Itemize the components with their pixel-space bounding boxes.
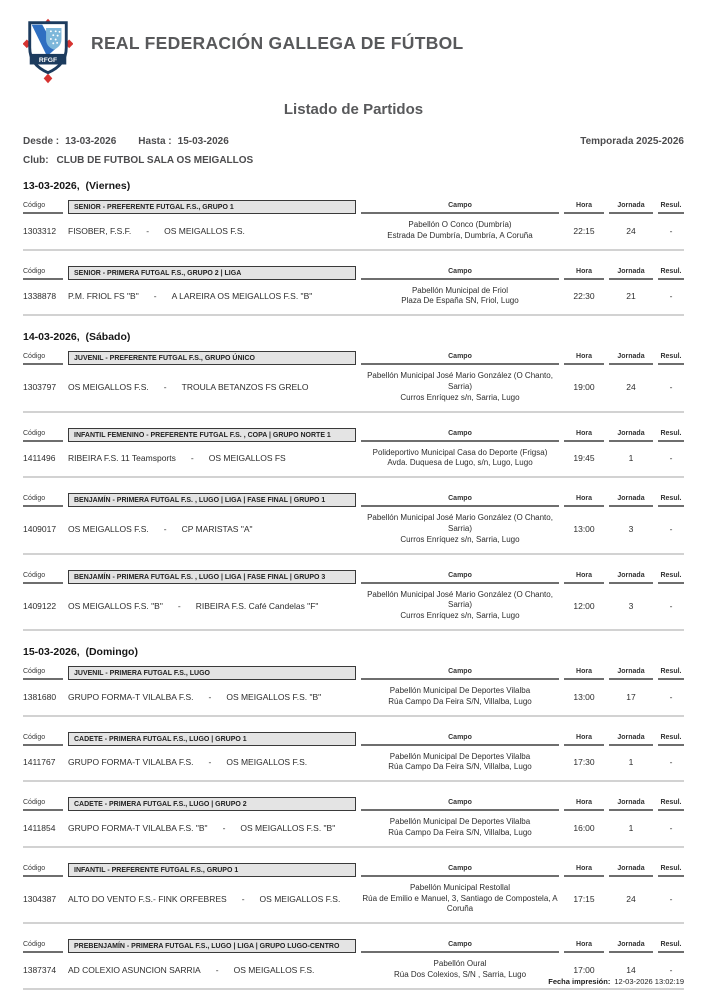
temporada-label: Temporada 2025-2026 <box>580 136 684 147</box>
competition-name: INFANTIL FEMENINO - PREFERENTE FUTGAL F.S. , COPA | GRUPO NORTE 1 <box>68 428 356 442</box>
table-header-row <box>23 863 684 877</box>
resul-header: Resul. <box>658 493 684 507</box>
venue-name: Pabellón Municipal De Deportes Vilalba <box>389 751 531 761</box>
venue-name: Pabellón Municipal De Deportes Vilalba <box>389 685 531 695</box>
hora-header: Hora <box>564 266 604 280</box>
codigo-header: Código <box>23 351 63 365</box>
home-team: GRUPO FORMA-T VILALBA F.S. <box>68 691 194 702</box>
jornada-header: Jornada <box>609 428 653 442</box>
match-row <box>23 746 684 778</box>
match-table <box>23 666 684 717</box>
match-teams <box>68 226 356 236</box>
codigo-header: Código <box>23 797 63 811</box>
match-code: 1303312 <box>23 225 57 236</box>
match-time: 19:45 <box>573 453 595 464</box>
match-round: 21 <box>626 291 636 302</box>
campo-header: Campo <box>361 863 559 877</box>
hora-header: Hora <box>564 666 604 680</box>
venue-address: Rúa Campo Da Feira S/N, Villalba, Lugo <box>388 696 532 706</box>
campo-header: Campo <box>361 939 559 953</box>
venue-name: Pabellón Municipal De Deportes Vilalba <box>389 817 531 827</box>
hasta-label: Hasta : <box>138 136 172 147</box>
venue-address: Rúa Campo Da Feira S/N, Villalba, Lugo <box>388 827 532 837</box>
table-header-row <box>23 266 684 280</box>
day-section <box>23 180 684 316</box>
hora-header: Hora <box>564 351 604 365</box>
match-row <box>23 680 684 712</box>
home-team: OS MEIGALLOS F.S. <box>68 524 149 535</box>
venue-address: Curros Enríquez s/n, Sarria, Lugo <box>400 611 520 621</box>
venue-name: Pabellón Municipal de Friol <box>411 285 509 295</box>
match-result: - <box>669 893 673 904</box>
home-team: GRUPO FORMA-T VILALBA F.S. <box>68 757 194 768</box>
date-range-row <box>23 136 684 147</box>
match-teams <box>68 894 356 904</box>
venue-name: Pabellón Municipal José Mario González (O Chanto, Sarria) <box>367 589 553 610</box>
print-date-value: 12-03-2026 13:02:19 <box>614 977 684 986</box>
match-row <box>23 584 684 626</box>
match-row <box>23 442 684 474</box>
competition-cell <box>68 732 356 746</box>
away-team: OS MEIGALLOS FS <box>208 453 286 464</box>
away-team: OS MEIGALLOS F.S. "B" <box>240 822 336 833</box>
match-teams <box>68 382 356 392</box>
teams-separator: - <box>163 524 167 535</box>
match-round: 1 <box>628 757 634 768</box>
venue-name: Pabellón O Conco (Dumbría) <box>408 220 512 229</box>
teams-separator: - <box>163 382 167 393</box>
competition-name: PREBENJAMÍN - PRIMERA FUTGAL F.S., LUGO | LIGA | GRUPO LUGO-CENTRO <box>68 939 356 953</box>
venue-address: Estrada De Dumbría, Dumbría, A Coruña <box>387 230 533 240</box>
match-code: 1409017 <box>23 524 57 535</box>
match-time: 13:00 <box>573 691 595 702</box>
competition-cell <box>68 570 356 584</box>
match-row <box>23 214 684 246</box>
table-header-row <box>23 797 684 811</box>
competition-cell <box>68 351 356 365</box>
match-table <box>23 266 684 317</box>
jornada-header: Jornada <box>609 666 653 680</box>
match-code: 1381680 <box>23 691 57 702</box>
day-tables <box>23 200 684 316</box>
match-round: 1 <box>628 822 634 833</box>
match-time: 22:15 <box>573 225 595 236</box>
venue-name: Pabellón Municipal José Mario González (O Chanto, Sarria) <box>367 371 553 391</box>
match-table <box>23 732 684 783</box>
table-bottom-rule <box>23 314 684 316</box>
match-table <box>23 863 684 924</box>
resul-header: Resul. <box>658 797 684 811</box>
match-round: 3 <box>628 600 634 611</box>
match-table <box>23 200 684 251</box>
campo-header: Campo <box>361 351 559 365</box>
match-teams <box>68 524 356 534</box>
competition-cell <box>68 493 356 507</box>
match-round: 24 <box>626 225 636 236</box>
venue-cell <box>361 752 559 774</box>
competition-name: JUVENIL - PRIMERA FUTGAL F.S., LUGO <box>68 666 356 680</box>
federation-title: REAL FEDERACIÓN GALLEGA DE FÚTBOL <box>91 33 464 53</box>
sections-container <box>23 180 684 990</box>
match-round: 24 <box>626 382 636 393</box>
match-teams <box>68 601 356 611</box>
match-time: 17:00 <box>573 964 595 975</box>
competition-name: SENIOR - PRIMERA FUTGAL F.S., GRUPO 2 | LIGA <box>68 266 356 280</box>
match-result: - <box>669 291 673 302</box>
match-row <box>23 811 684 843</box>
campo-header: Campo <box>361 732 559 746</box>
match-table <box>23 493 684 554</box>
match-teams <box>68 291 356 301</box>
campo-header: Campo <box>361 200 559 214</box>
venue-address: Rúa Dos Colexios, S/N , Sarria, Lugo <box>393 969 527 979</box>
table-header-row <box>23 200 684 214</box>
competition-cell <box>68 666 356 680</box>
match-row <box>23 365 684 407</box>
match-row <box>23 280 684 312</box>
competition-cell <box>68 266 356 280</box>
report-header <box>23 18 684 85</box>
desde-label: Desde : <box>23 136 60 147</box>
codigo-header: Código <box>23 200 63 214</box>
home-team: RIBEIRA F.S. 11 Teamsports <box>68 453 176 464</box>
competition-cell <box>68 797 356 811</box>
teams-separator: - <box>222 822 226 833</box>
away-team: RIBEIRA F.S. Café Candelas "F" <box>195 600 319 611</box>
day-heading: 15-03-2026, (Domingo) <box>23 645 138 658</box>
club-value: CLUB DE FUTBOL SALA OS MEIGALLOS <box>56 155 254 166</box>
date-range <box>23 136 251 147</box>
match-teams <box>68 453 356 463</box>
campo-header: Campo <box>361 666 559 680</box>
campo-header: Campo <box>361 797 559 811</box>
venue-name: Pabellón Municipal Restollal <box>409 882 511 892</box>
venue-address: Avda. Duquesa de Lugo, s/n, Lugo, Lugo <box>387 458 533 468</box>
hora-header: Hora <box>564 200 604 214</box>
match-table <box>23 428 684 479</box>
campo-header: Campo <box>361 493 559 507</box>
venue-address: Plaza De España SN, Friol, Lugo <box>401 296 519 306</box>
resul-header: Resul. <box>658 428 684 442</box>
logo-text: RFGF <box>38 56 58 64</box>
table-bottom-rule <box>23 715 684 717</box>
table-bottom-rule <box>23 249 684 251</box>
page-title: Listado de Partidos <box>283 101 424 118</box>
match-code: 1411854 <box>23 822 56 833</box>
match-round: 3 <box>628 524 634 535</box>
day-heading: 13-03-2026, (Viernes) <box>23 180 131 192</box>
match-row <box>23 507 684 549</box>
resul-header: Resul. <box>658 666 684 680</box>
venue-cell <box>361 883 559 915</box>
match-teams <box>68 692 356 702</box>
jornada-header: Jornada <box>609 570 653 584</box>
away-team: CP MARISTAS "A" <box>181 524 253 535</box>
resul-header: Resul. <box>658 732 684 746</box>
match-time: 19:00 <box>573 382 595 393</box>
match-code: 1338878 <box>23 291 57 302</box>
venue-cell <box>361 513 559 545</box>
away-team: TROULA BETANZOS FS GRELO <box>181 382 309 393</box>
print-footer <box>548 977 684 986</box>
away-team: OS MEIGALLOS F.S. <box>233 964 315 975</box>
table-header-row <box>23 666 684 680</box>
match-time: 17:15 <box>573 893 595 904</box>
day-section <box>23 331 684 631</box>
venue-address: Rúa Campo Da Feira S/N, Villalba, Lugo <box>388 762 532 772</box>
match-time: 22:30 <box>573 291 595 302</box>
table-header-row <box>23 939 684 953</box>
table-bottom-rule <box>23 476 684 478</box>
venue-address: Rúa de Emilio e Manuel, 3, Santiago de Compostela, A Coruña <box>362 893 558 914</box>
match-code: 1387374 <box>23 964 57 975</box>
venue-cell <box>361 371 559 403</box>
table-bottom-rule <box>23 846 684 848</box>
venue-cell <box>361 220 559 242</box>
match-round: 24 <box>626 893 636 904</box>
hora-header: Hora <box>564 939 604 953</box>
match-table <box>23 351 684 412</box>
teams-separator: - <box>241 893 245 904</box>
match-time: 17:30 <box>573 757 595 768</box>
table-header-row <box>23 351 684 365</box>
competition-cell <box>68 939 356 953</box>
venue-cell <box>361 590 559 622</box>
venue-address: Curros Enríquez s/n, Sarria, Lugo <box>400 534 520 544</box>
match-result: - <box>669 691 673 702</box>
away-team: OS MEIGALLOS F.S. <box>226 757 308 768</box>
competition-cell <box>68 200 356 214</box>
match-result: - <box>669 453 673 464</box>
venue-cell <box>361 686 559 708</box>
home-team: AD COLEXIO ASUNCION SARRIA <box>68 964 201 975</box>
match-result: - <box>669 757 673 768</box>
match-result: - <box>669 524 673 535</box>
venue-name: Pabellón Oural <box>433 959 487 969</box>
codigo-header: Código <box>23 939 63 953</box>
match-code: 1303797 <box>23 382 57 393</box>
competition-name: SENIOR - PREFERENTE FUTGAL F.S., GRUPO 1 <box>68 200 356 214</box>
competition-cell <box>68 428 356 442</box>
home-team: P.M. FRIOL FS "B" <box>68 291 139 302</box>
home-team: GRUPO FORMA-T VILALBA F.S. "B" <box>68 822 208 833</box>
campo-header: Campo <box>361 266 559 280</box>
match-round: 17 <box>626 691 636 702</box>
competition-name: JUVENIL - PREFERENTE FUTGAL F.S., GRUPO ÚNICO <box>68 351 356 365</box>
table-bottom-rule <box>23 553 684 555</box>
match-teams <box>68 965 356 975</box>
match-table <box>23 797 684 848</box>
home-team: OS MEIGALLOS F.S. "B" <box>68 600 163 611</box>
teams-separator: - <box>153 291 157 302</box>
match-result: - <box>669 822 673 833</box>
codigo-header: Código <box>23 863 63 877</box>
match-row <box>23 877 684 919</box>
venue-name: Pabellón Municipal José Mario González (O Chanto, Sarria) <box>367 513 553 533</box>
day-tables <box>23 666 684 990</box>
club-label: Club: <box>23 155 49 166</box>
competition-cell <box>68 863 356 877</box>
table-bottom-rule <box>23 629 684 631</box>
codigo-header: Código <box>23 666 63 680</box>
venue-name: Polideportivo Municipal Casa do Deporte (Frigsa) <box>372 447 548 457</box>
match-time: 13:00 <box>573 524 595 535</box>
hora-header: Hora <box>564 863 604 877</box>
codigo-header: Código <box>23 732 63 746</box>
match-teams <box>68 823 356 833</box>
table-header-row <box>23 493 684 507</box>
jornada-header: Jornada <box>609 493 653 507</box>
resul-header: Resul. <box>658 351 684 365</box>
resul-header: Resul. <box>658 200 684 214</box>
away-team: A LAREIRA OS MEIGALLOS F.S. "B" <box>171 291 313 302</box>
competition-name: CADETE - PRIMERA FUTGAL F.S., LUGO | GRUPO 2 <box>68 797 356 811</box>
hora-header: Hora <box>564 570 604 584</box>
away-team: OS MEIGALLOS F.S. <box>259 893 341 904</box>
campo-header: Campo <box>361 570 559 584</box>
match-time: 16:00 <box>573 822 595 833</box>
jornada-header: Jornada <box>609 200 653 214</box>
match-code: 1409122 <box>23 600 57 611</box>
teams-separator: - <box>146 225 150 236</box>
teams-separator: - <box>208 691 212 702</box>
jornada-header: Jornada <box>609 351 653 365</box>
competition-name: INFANTIL - PREFERENTE FUTGAL F.S., GRUPO 1 <box>68 863 356 877</box>
resul-header: Resul. <box>658 570 684 584</box>
competition-name: BENJAMÍN - PRIMERA FUTGAL F.S. , LUGO | LIGA | FASE FINAL | GRUPO 1 <box>68 493 356 507</box>
match-round: 1 <box>628 453 634 464</box>
table-bottom-rule <box>23 780 684 782</box>
campo-header: Campo <box>361 428 559 442</box>
resul-header: Resul. <box>658 266 684 280</box>
logo-diamond-bottom <box>44 74 53 84</box>
teams-separator: - <box>215 964 219 975</box>
competition-name: CADETE - PRIMERA FUTGAL F.S., LUGO | GRUPO 1 <box>68 732 356 746</box>
hora-header: Hora <box>564 732 604 746</box>
codigo-header: Código <box>23 570 63 584</box>
venue-cell <box>361 286 559 308</box>
resul-header: Resul. <box>658 863 684 877</box>
rfgf-logo-icon <box>23 18 73 85</box>
table-bottom-rule <box>23 922 684 924</box>
codigo-header: Código <box>23 428 63 442</box>
match-code: 1411496 <box>23 453 56 464</box>
venue-cell <box>361 448 559 470</box>
codigo-header: Código <box>23 493 63 507</box>
match-teams <box>68 757 356 767</box>
teams-separator: - <box>177 600 181 611</box>
day-heading: 14-03-2026, (Sábado) <box>23 331 131 344</box>
match-result: - <box>669 225 673 236</box>
club-row <box>23 155 684 166</box>
match-code: 1411767 <box>23 757 56 768</box>
competition-name: BENJAMÍN - PRIMERA FUTGAL F.S. , LUGO | LIGA | FASE FINAL | GRUPO 3 <box>68 570 356 584</box>
table-bottom-rule <box>23 411 684 413</box>
venue-address: Curros Enríquez s/n, Sarria, Lugo <box>400 392 520 402</box>
match-round: 14 <box>626 964 636 975</box>
venue-cell <box>361 817 559 839</box>
match-table <box>23 570 684 631</box>
hora-header: Hora <box>564 428 604 442</box>
home-team: OS MEIGALLOS F.S. <box>68 382 149 393</box>
teams-separator: - <box>208 757 212 768</box>
match-result: - <box>669 382 673 393</box>
table-bottom-rule <box>23 988 684 990</box>
match-code: 1304387 <box>23 893 57 904</box>
jornada-header: Jornada <box>609 863 653 877</box>
jornada-header: Jornada <box>609 266 653 280</box>
match-result: - <box>669 964 673 975</box>
hasta-value: 15-03-2026 <box>177 136 229 147</box>
away-team: OS MEIGALLOS F.S. <box>164 225 245 236</box>
hora-header: Hora <box>564 797 604 811</box>
table-header-row <box>23 428 684 442</box>
home-team: FISOBER, F.S.F. <box>68 225 132 236</box>
desde-value: 13-03-2026 <box>65 136 117 147</box>
codigo-header: Código <box>23 266 63 280</box>
match-result: - <box>669 600 673 611</box>
venue-cell <box>361 959 559 981</box>
day-section <box>23 646 684 990</box>
day-tables <box>23 351 684 631</box>
match-time: 12:00 <box>573 600 595 611</box>
away-team: OS MEIGALLOS F.S. "B" <box>226 691 322 702</box>
resul-header: Resul. <box>658 939 684 953</box>
jornada-header: Jornada <box>609 939 653 953</box>
hora-header: Hora <box>564 493 604 507</box>
jornada-header: Jornada <box>609 797 653 811</box>
print-date-label: Fecha impresión: <box>548 977 611 986</box>
jornada-header: Jornada <box>609 732 653 746</box>
table-header-row <box>23 570 684 584</box>
home-team: ALTO DO VENTO F.S.- FINK ORFEBRES <box>68 893 227 904</box>
teams-separator: - <box>190 453 194 464</box>
table-header-row <box>23 732 684 746</box>
